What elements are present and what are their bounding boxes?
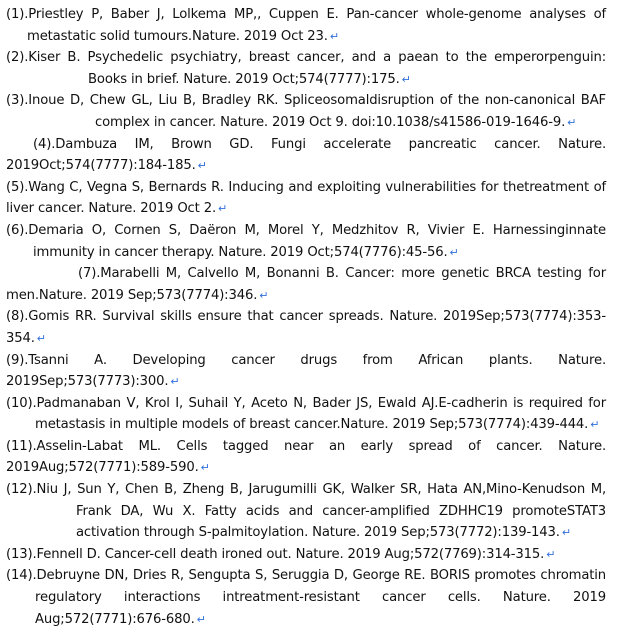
reference-text: (3).Inoue D, Chew GL, Liu B, Bradley RK. Spliceosomaldisruption of the non-canonical BAF complex in cancer. Nature. 2019 Oct 9. doi:10.1038/s41586-019-1646-9. xyxy=(6,93,606,130)
reference-text: (8).Gomis RR. Survival skills ensure that cancer spreads. Nature. 2019Sep;573(7774):353-354. xyxy=(6,309,606,346)
reference-text: (2).Kiser B. Psychedelic psychiatry, breast cancer, and a paean to the emperorpenguin: Books in brief. Nature. 2019 Oct;574(7777):175. xyxy=(6,50,606,87)
paragraph-mark-icon: ↵ xyxy=(218,202,228,216)
reference-item-14 xyxy=(6,565,606,630)
paragraph-mark-icon: ↵ xyxy=(567,115,577,129)
reference-item-2 xyxy=(6,47,606,90)
paragraph-mark-icon: ↵ xyxy=(197,159,207,173)
reference-item-3 xyxy=(6,90,606,133)
reference-item-13 xyxy=(6,544,606,566)
reference-item-12 xyxy=(6,479,606,544)
reference-item-4 xyxy=(6,134,606,177)
reference-text: (5).Wang C, Vegna S, Bernards R. Inducing and exploiting vulnerabilities for thetreatment of liver cancer. Nature. 2019 Oct 2. xyxy=(6,179,606,217)
reference-text: (12).Niu J, Sun Y, Chen B, Zheng B, Jarugumilli GK, Walker SR, Hata AN,Mino-Kenudson M, Frank DA, Wu X. Fatty acids and cancer-amplified ZDHHC19 promoteSTAT3 activation through S-palmitoylation. Nature. 2019 Sep;573(7772):139-143. xyxy=(6,482,606,541)
reference-text: (9).Tsanni A. Developing cancer drugs from African plants. Nature. 2019Sep;573(7773):300. xyxy=(6,352,606,390)
reference-item-8 xyxy=(6,306,606,349)
paragraph-mark-icon: ↵ xyxy=(329,29,339,43)
paragraph-mark-icon: ↵ xyxy=(259,288,269,302)
reference-text: (10).Padmanaban V, Krol I, Suhail Y, Aceto N, Bader JS, Ewald AJ.E-cadherin is required for metastasis in multiple models of breast cancer.Nature. 2019 Sep;573(7774):439-444. xyxy=(6,395,606,433)
paragraph-mark-icon: ↵ xyxy=(590,418,600,432)
reference-item-7 xyxy=(6,263,606,306)
reference-text: (7).Marabelli M, Calvello M, Bonanni B. Cancer: more genetic BRCA testing for men.Nature. 2019 Sep;573(7774):346. xyxy=(6,266,606,303)
reference-text: (14).Debruyne DN, Dries R, Sengupta S, Seruggia D, George RE. BORIS promotes chromatin regulatory interactions intreatment-resistant cancer cells. Nature. 2019 Aug;572(7771):676-680. xyxy=(6,568,606,627)
paragraph-mark-icon: ↵ xyxy=(200,461,210,475)
reference-item-5 xyxy=(6,177,606,220)
reference-item-11 xyxy=(6,436,606,479)
reference-item-1 xyxy=(6,4,606,47)
paragraph-mark-icon: ↵ xyxy=(196,612,206,626)
reference-text: (11).Asselin-Labat ML. Cells tagged near an early spread of cancer. Nature. 2019Aug;572(7771):589-590. xyxy=(6,438,606,476)
reference-text: (1).Priestley P, Baber J, Lolkema MP,, Cuppen E. Pan-cancer whole-genome analyses of metastatic solid tumours.Nature. 2019 Oct 23. xyxy=(6,7,606,44)
reference-text: (4).Dambuza IM, Brown GD. Fungi accelerate pancreatic cancer. Nature. 2019Oct;574(7777):184-185. xyxy=(6,136,606,174)
paragraph-mark-icon: ↵ xyxy=(401,72,411,86)
paragraph-mark-icon: ↵ xyxy=(561,526,571,540)
reference-text: (6).Demaria O, Cornen S, Daëron M, Morel Y, Medzhitov R, Vivier E. Harnessinginnate immunity in cancer therapy. Nature. 2019 Oct;574(7776):45-56. xyxy=(6,222,606,260)
reference-item-10 xyxy=(6,393,606,436)
paragraph-mark-icon: ↵ xyxy=(546,547,556,561)
paragraph-mark-icon: ↵ xyxy=(449,245,459,259)
reference-item-9 xyxy=(6,350,606,393)
paragraph-mark-icon: ↵ xyxy=(170,375,180,389)
reference-text: (13).Fennell D. Cancer-cell death ironed out. Nature. 2019 Aug;572(7769):314-315. xyxy=(6,546,545,562)
reference-item-6 xyxy=(6,220,606,263)
paragraph-mark-icon: ↵ xyxy=(36,331,46,345)
